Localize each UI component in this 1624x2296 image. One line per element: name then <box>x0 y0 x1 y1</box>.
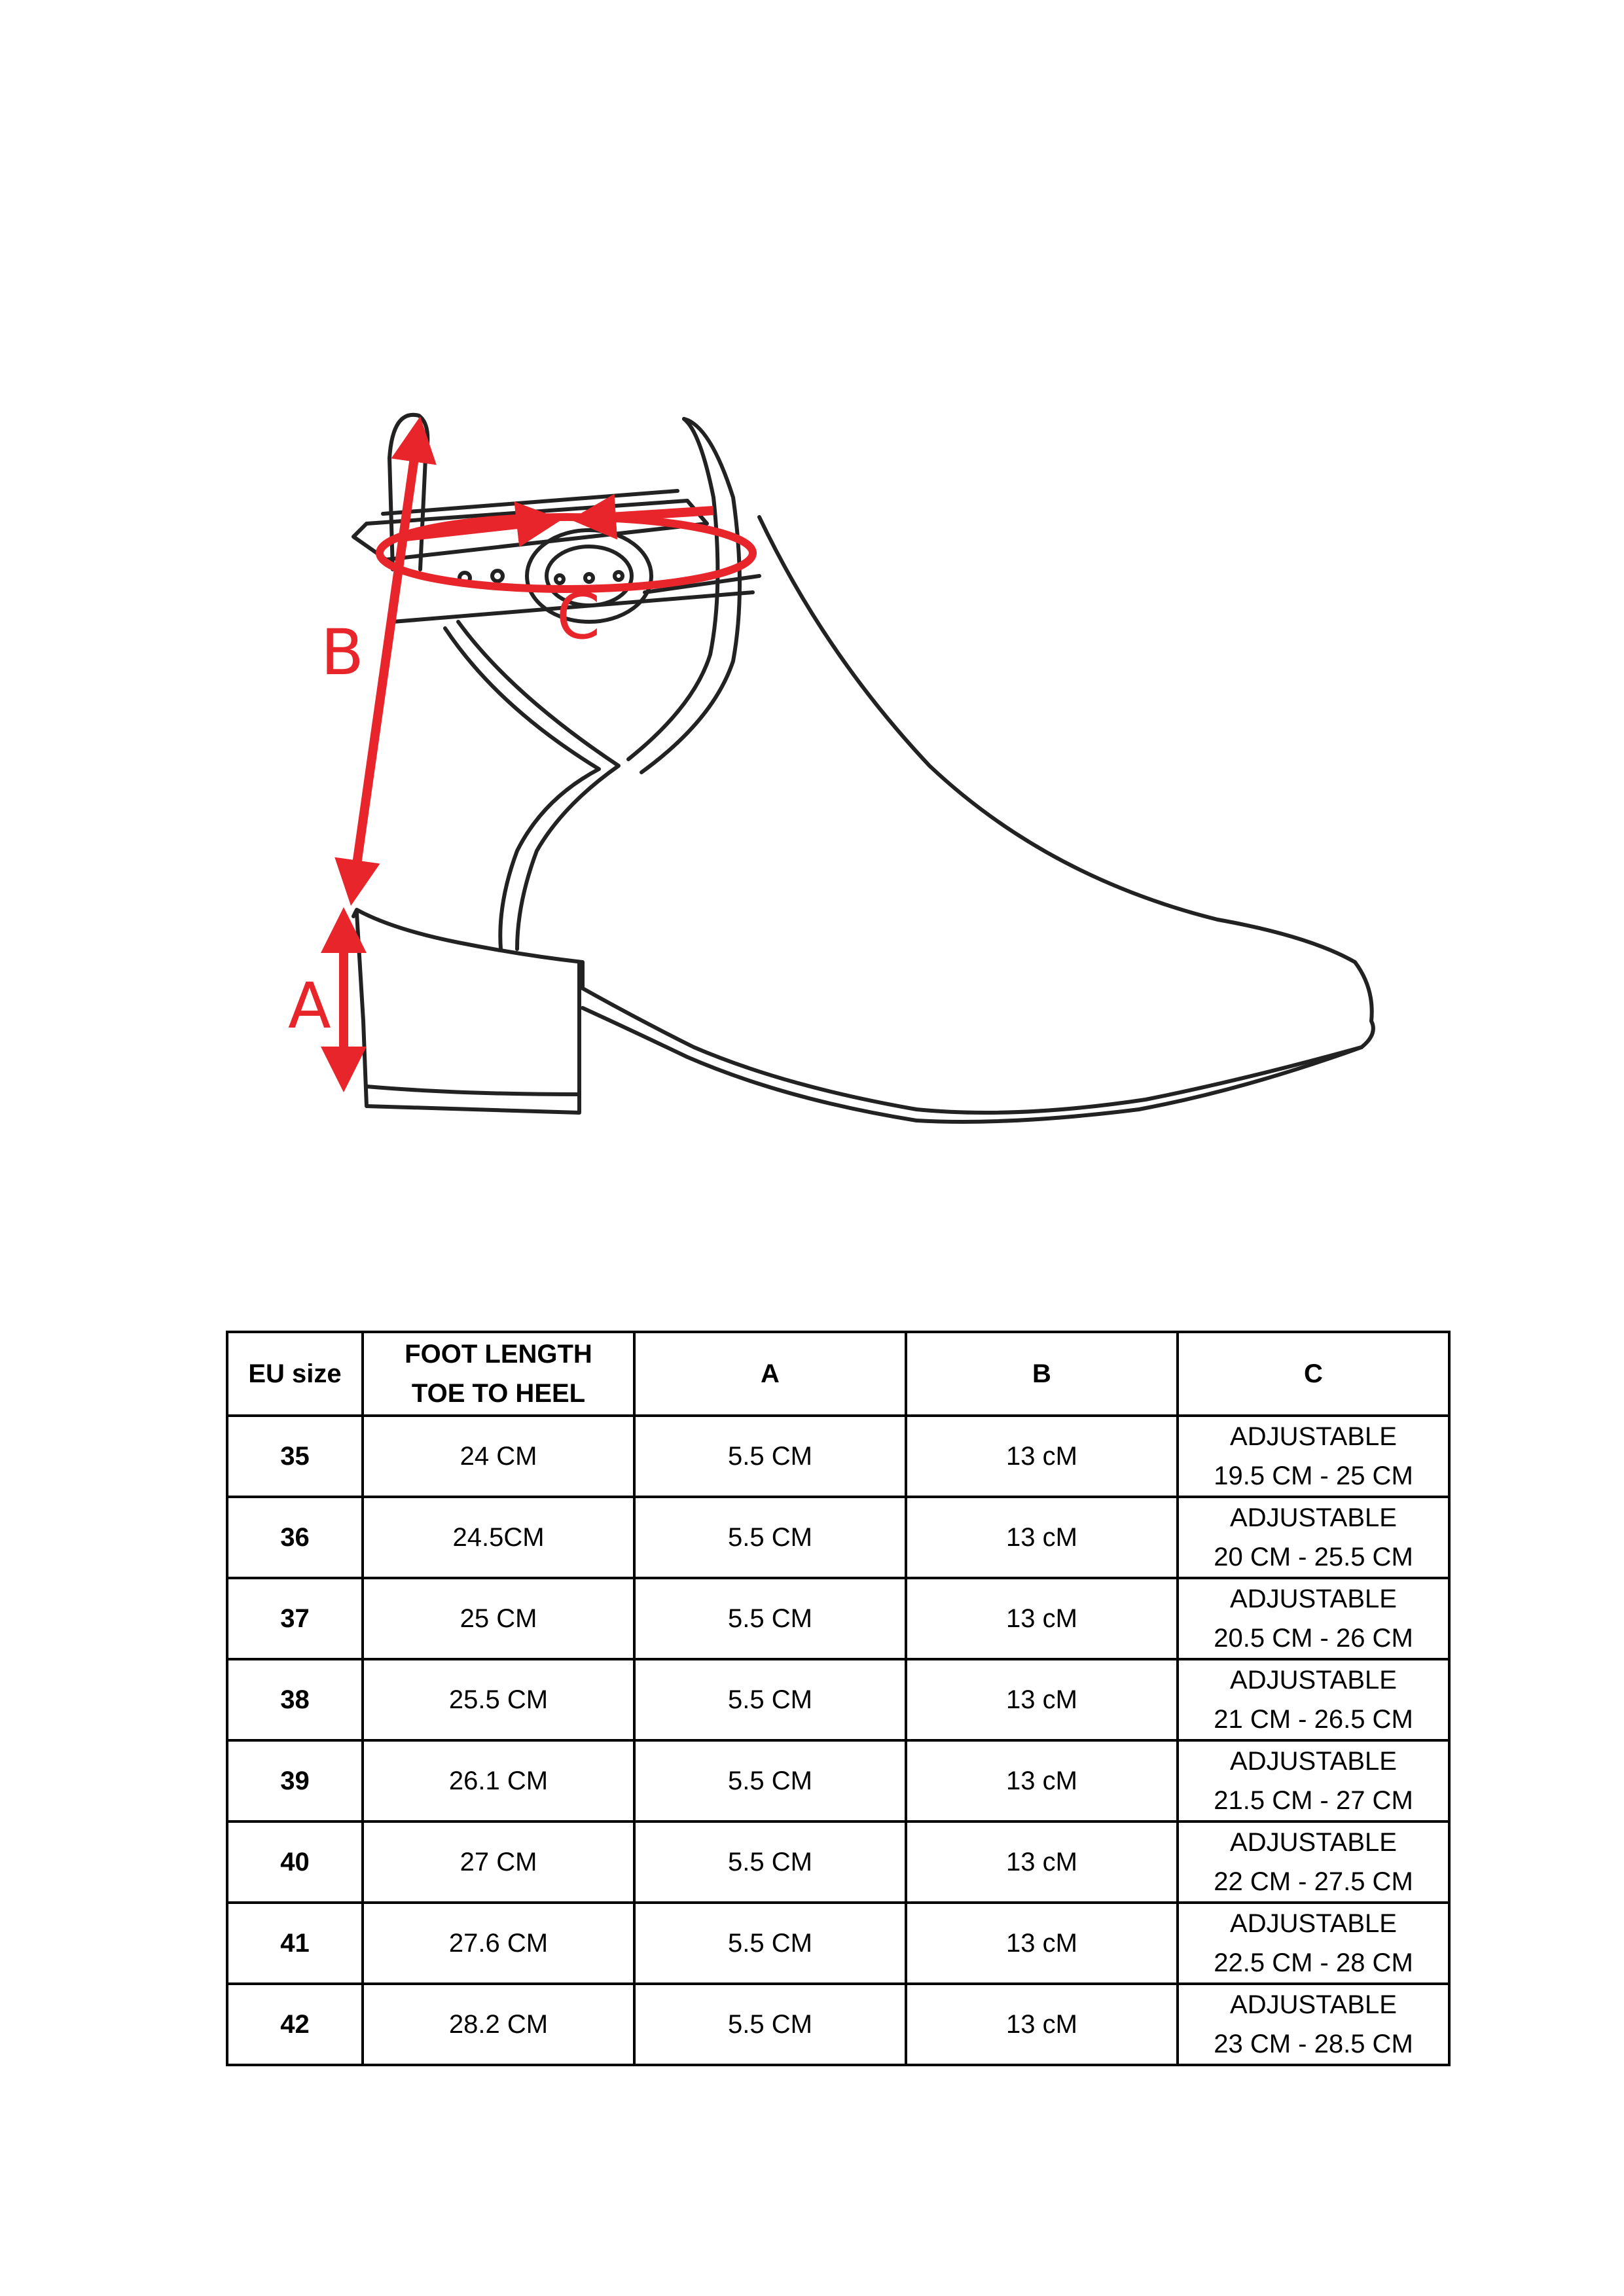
cell-c <box>1178 1416 1449 1497</box>
cell-a: 5.5 CM <box>634 1903 906 1984</box>
cell-foot-length: 26.1 CM <box>363 1740 634 1821</box>
cell-c-range: 21 CM - 26.5 CM <box>1214 1705 1413 1734</box>
cell-a: 5.5 CM <box>634 1578 906 1659</box>
cell-eu-size: 36 <box>227 1497 363 1578</box>
cell-c-label: ADJUSTABLE <box>1230 1585 1397 1613</box>
cell-c-label: ADJUSTABLE <box>1230 1747 1397 1776</box>
cell-a: 5.5 CM <box>634 1659 906 1740</box>
cell-foot-length: 25 CM <box>363 1578 634 1659</box>
cell-eu-size: 39 <box>227 1740 363 1821</box>
cell-c <box>1178 1903 1449 1984</box>
cell-foot-length: 24 CM <box>363 1416 634 1497</box>
table-row <box>227 1659 1449 1740</box>
header-foot-length-line1: FOOT LENGTH <box>405 1340 592 1369</box>
header-c: C <box>1178 1332 1449 1416</box>
cell-c-range: 19.5 CM - 25 CM <box>1214 1462 1413 1490</box>
cell-eu-size: 37 <box>227 1578 363 1659</box>
cell-b: 13 cM <box>906 1416 1178 1497</box>
header-eu-size: EU size <box>227 1332 363 1416</box>
cell-foot-length: 24.5CM <box>363 1497 634 1578</box>
cell-c-label: ADJUSTABLE <box>1230 1666 1397 1695</box>
cell-eu-size: 38 <box>227 1659 363 1740</box>
cell-c <box>1178 1984 1449 2065</box>
cell-c <box>1178 1740 1449 1821</box>
table-row <box>227 1497 1449 1578</box>
cell-c-range: 21.5 CM - 27 CM <box>1214 1786 1413 1815</box>
cell-c-label: ADJUSTABLE <box>1230 1828 1397 1857</box>
table-row <box>227 1984 1449 2065</box>
cell-b: 13 cM <box>906 1984 1178 2065</box>
cell-c-range: 20.5 CM - 26 CM <box>1214 1624 1413 1653</box>
cell-b: 13 cM <box>906 1740 1178 1821</box>
cell-c-range: 23 CM - 28.5 CM <box>1214 2030 1413 2058</box>
table-row <box>227 1821 1449 1903</box>
cell-c-label: ADJUSTABLE <box>1230 1422 1397 1451</box>
size-chart-table <box>226 1331 1451 2066</box>
cell-a: 5.5 CM <box>634 1740 906 1821</box>
cell-eu-size: 40 <box>227 1821 363 1903</box>
cell-foot-length: 27.6 CM <box>363 1903 634 1984</box>
header-foot-length <box>363 1332 634 1416</box>
table-body <box>227 1416 1449 2065</box>
cell-c-label: ADJUSTABLE <box>1230 1990 1397 2019</box>
cell-a: 5.5 CM <box>634 1497 906 1578</box>
cell-b: 13 cM <box>906 1659 1178 1740</box>
cell-c <box>1178 1497 1449 1578</box>
cell-foot-length: 27 CM <box>363 1821 634 1903</box>
label-b: B <box>321 616 364 689</box>
cell-foot-length: 28.2 CM <box>363 1984 634 2065</box>
cell-c-range: 22.5 CM - 28 CM <box>1214 1948 1413 1977</box>
cell-eu-size: 42 <box>227 1984 363 2065</box>
table-row <box>227 1740 1449 1821</box>
header-b: B <box>906 1332 1178 1416</box>
cell-c <box>1178 1821 1449 1903</box>
cell-a: 5.5 CM <box>634 1416 906 1497</box>
label-a: A <box>288 969 331 1043</box>
cell-a: 5.5 CM <box>634 1984 906 2065</box>
table-row <box>227 1903 1449 1984</box>
cell-c-label: ADJUSTABLE <box>1230 1909 1397 1938</box>
cell-eu-size: 41 <box>227 1903 363 1984</box>
cell-c-label: ADJUSTABLE <box>1230 1503 1397 1532</box>
label-c: C <box>556 580 601 653</box>
cell-c-range: 22 CM - 27.5 CM <box>1214 1867 1413 1896</box>
cell-eu-size: 35 <box>227 1416 363 1497</box>
table-header-row <box>227 1332 1449 1416</box>
cell-foot-length: 25.5 CM <box>363 1659 634 1740</box>
cell-b: 13 cM <box>906 1821 1178 1903</box>
cell-c <box>1178 1578 1449 1659</box>
measurements <box>344 425 753 1083</box>
cell-c <box>1178 1659 1449 1740</box>
cell-b: 13 cM <box>906 1578 1178 1659</box>
cell-b: 13 cM <box>906 1497 1178 1578</box>
table-row <box>227 1416 1449 1497</box>
header-a: A <box>634 1332 906 1416</box>
cell-c-range: 20 CM - 25.5 CM <box>1214 1543 1413 1571</box>
header-foot-length-line2: TOE TO HEEL <box>411 1379 586 1408</box>
table-row <box>227 1578 1449 1659</box>
cell-a: 5.5 CM <box>634 1821 906 1903</box>
cell-b: 13 cM <box>906 1903 1178 1984</box>
